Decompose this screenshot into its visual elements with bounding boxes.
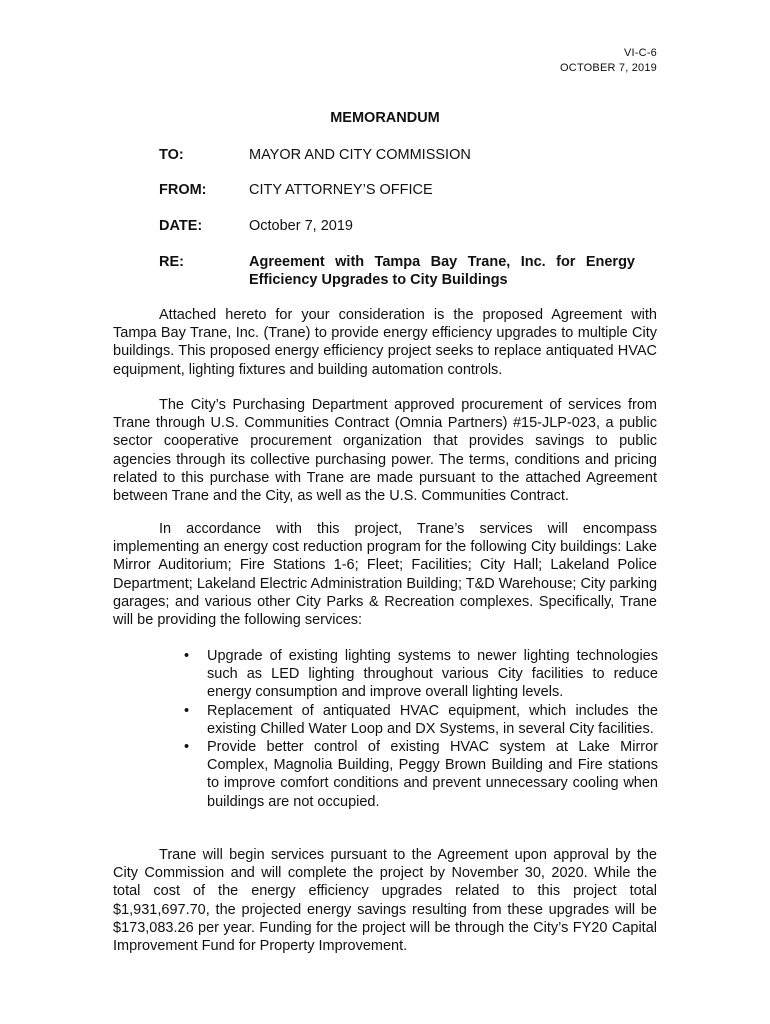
re-field — [159, 253, 659, 289]
from-label: FROM: — [159, 182, 207, 198]
to-value: MAYOR AND CITY COMMISSION — [249, 147, 471, 163]
list-item — [180, 647, 658, 702]
list-item-text: Provide better control of existing HVAC system at Lake Mirror Complex, Magnolia Building, Peggy Brown Building and Fire stations to improve comfort conditions and prevent unnecessary cooling when buildings are not occupied. — [207, 739, 658, 810]
list-item-text: Replacement of antiquated HVAC equipment, which includes the existing Chilled Water Loop and DX Systems, in several City facilities. — [207, 702, 658, 737]
from-value: CITY ATTORNEY’S OFFICE — [249, 182, 433, 198]
services-list — [180, 647, 658, 811]
body-paragraph-4: Trane will begin services pursuant to the Agreement upon approval by the City Commission and will complete the project by November 30, 2020. While the total cost of the energy efficiency upgrades related to this project total $1,931,697.70, the projected energy savings resulting from these upgrades will be $173,083.26 per year. Funding for the project will be through the City’s FY20 Capital Improvement Fund for Property Improvement. — [113, 847, 657, 955]
to-label: TO: — [159, 147, 184, 163]
document-header — [560, 46, 657, 76]
bullet-icon: • — [184, 702, 190, 719]
memo-title: MEMORANDUM — [330, 110, 440, 126]
list-item — [180, 738, 658, 811]
agenda-item-ref: VI-C-6 — [624, 47, 657, 59]
agenda-date: OCTOBER 7, 2019 — [560, 62, 657, 74]
body-paragraph-2: The City’s Purchasing Department approved procurement of services from Trane through U.S. Communities Contract (Omnia Partners) #15-JLP-023, a public sector cooperative procurement organization that provides savings to public agencies through its collective purchasing power. The terms, conditions and pricing related to this purchase with Trane are made pursuant to the attached Agreement between Trane and the City, as well as the U.S. Communities Contract. — [113, 397, 657, 505]
body-paragraph-3: In accordance with this project, Trane’s services will encompass implementing an energy cost reduction program for the following City buildings: Lake Mirror Auditorium; Fire Stations 1-6; Fleet; Facilities; City Hall; Lakeland Police Department; Lakeland Electric Administration Building; T&D Warehouse; City parking garages; and various other City Parks & Recreation complexes. Specifically, Trane will be providing the following services: — [113, 521, 658, 629]
to-field — [159, 146, 659, 164]
list-item — [180, 702, 658, 738]
bullet-icon: • — [184, 648, 190, 664]
date-value: October 7, 2019 — [249, 218, 353, 234]
body-paragraph-1: Attached hereto for your consideration is the proposed Agreement with Tampa Bay Trane, Inc. (Trane) to provide energy efficiency upgrades to multiple City buildings. This proposed energy efficiency project seeks to replace antiquated HVAC equipment, lighting fixtures and building automation controls. — [113, 307, 657, 378]
bullet-icon: • — [184, 739, 190, 756]
re-label: RE: — [159, 254, 184, 270]
from-field — [159, 181, 659, 199]
date-field — [159, 217, 659, 235]
re-value: Agreement with Tampa Bay Trane, Inc. for Energy Efficiency Upgrades to City Buildings — [249, 254, 635, 288]
list-item-text: Upgrade of existing lighting systems to newer lighting technologies such as LED lighting throughout various City facilities to reduce energy consumption and improve overall lighting levels. — [207, 648, 658, 701]
date-label: DATE: — [159, 218, 203, 234]
